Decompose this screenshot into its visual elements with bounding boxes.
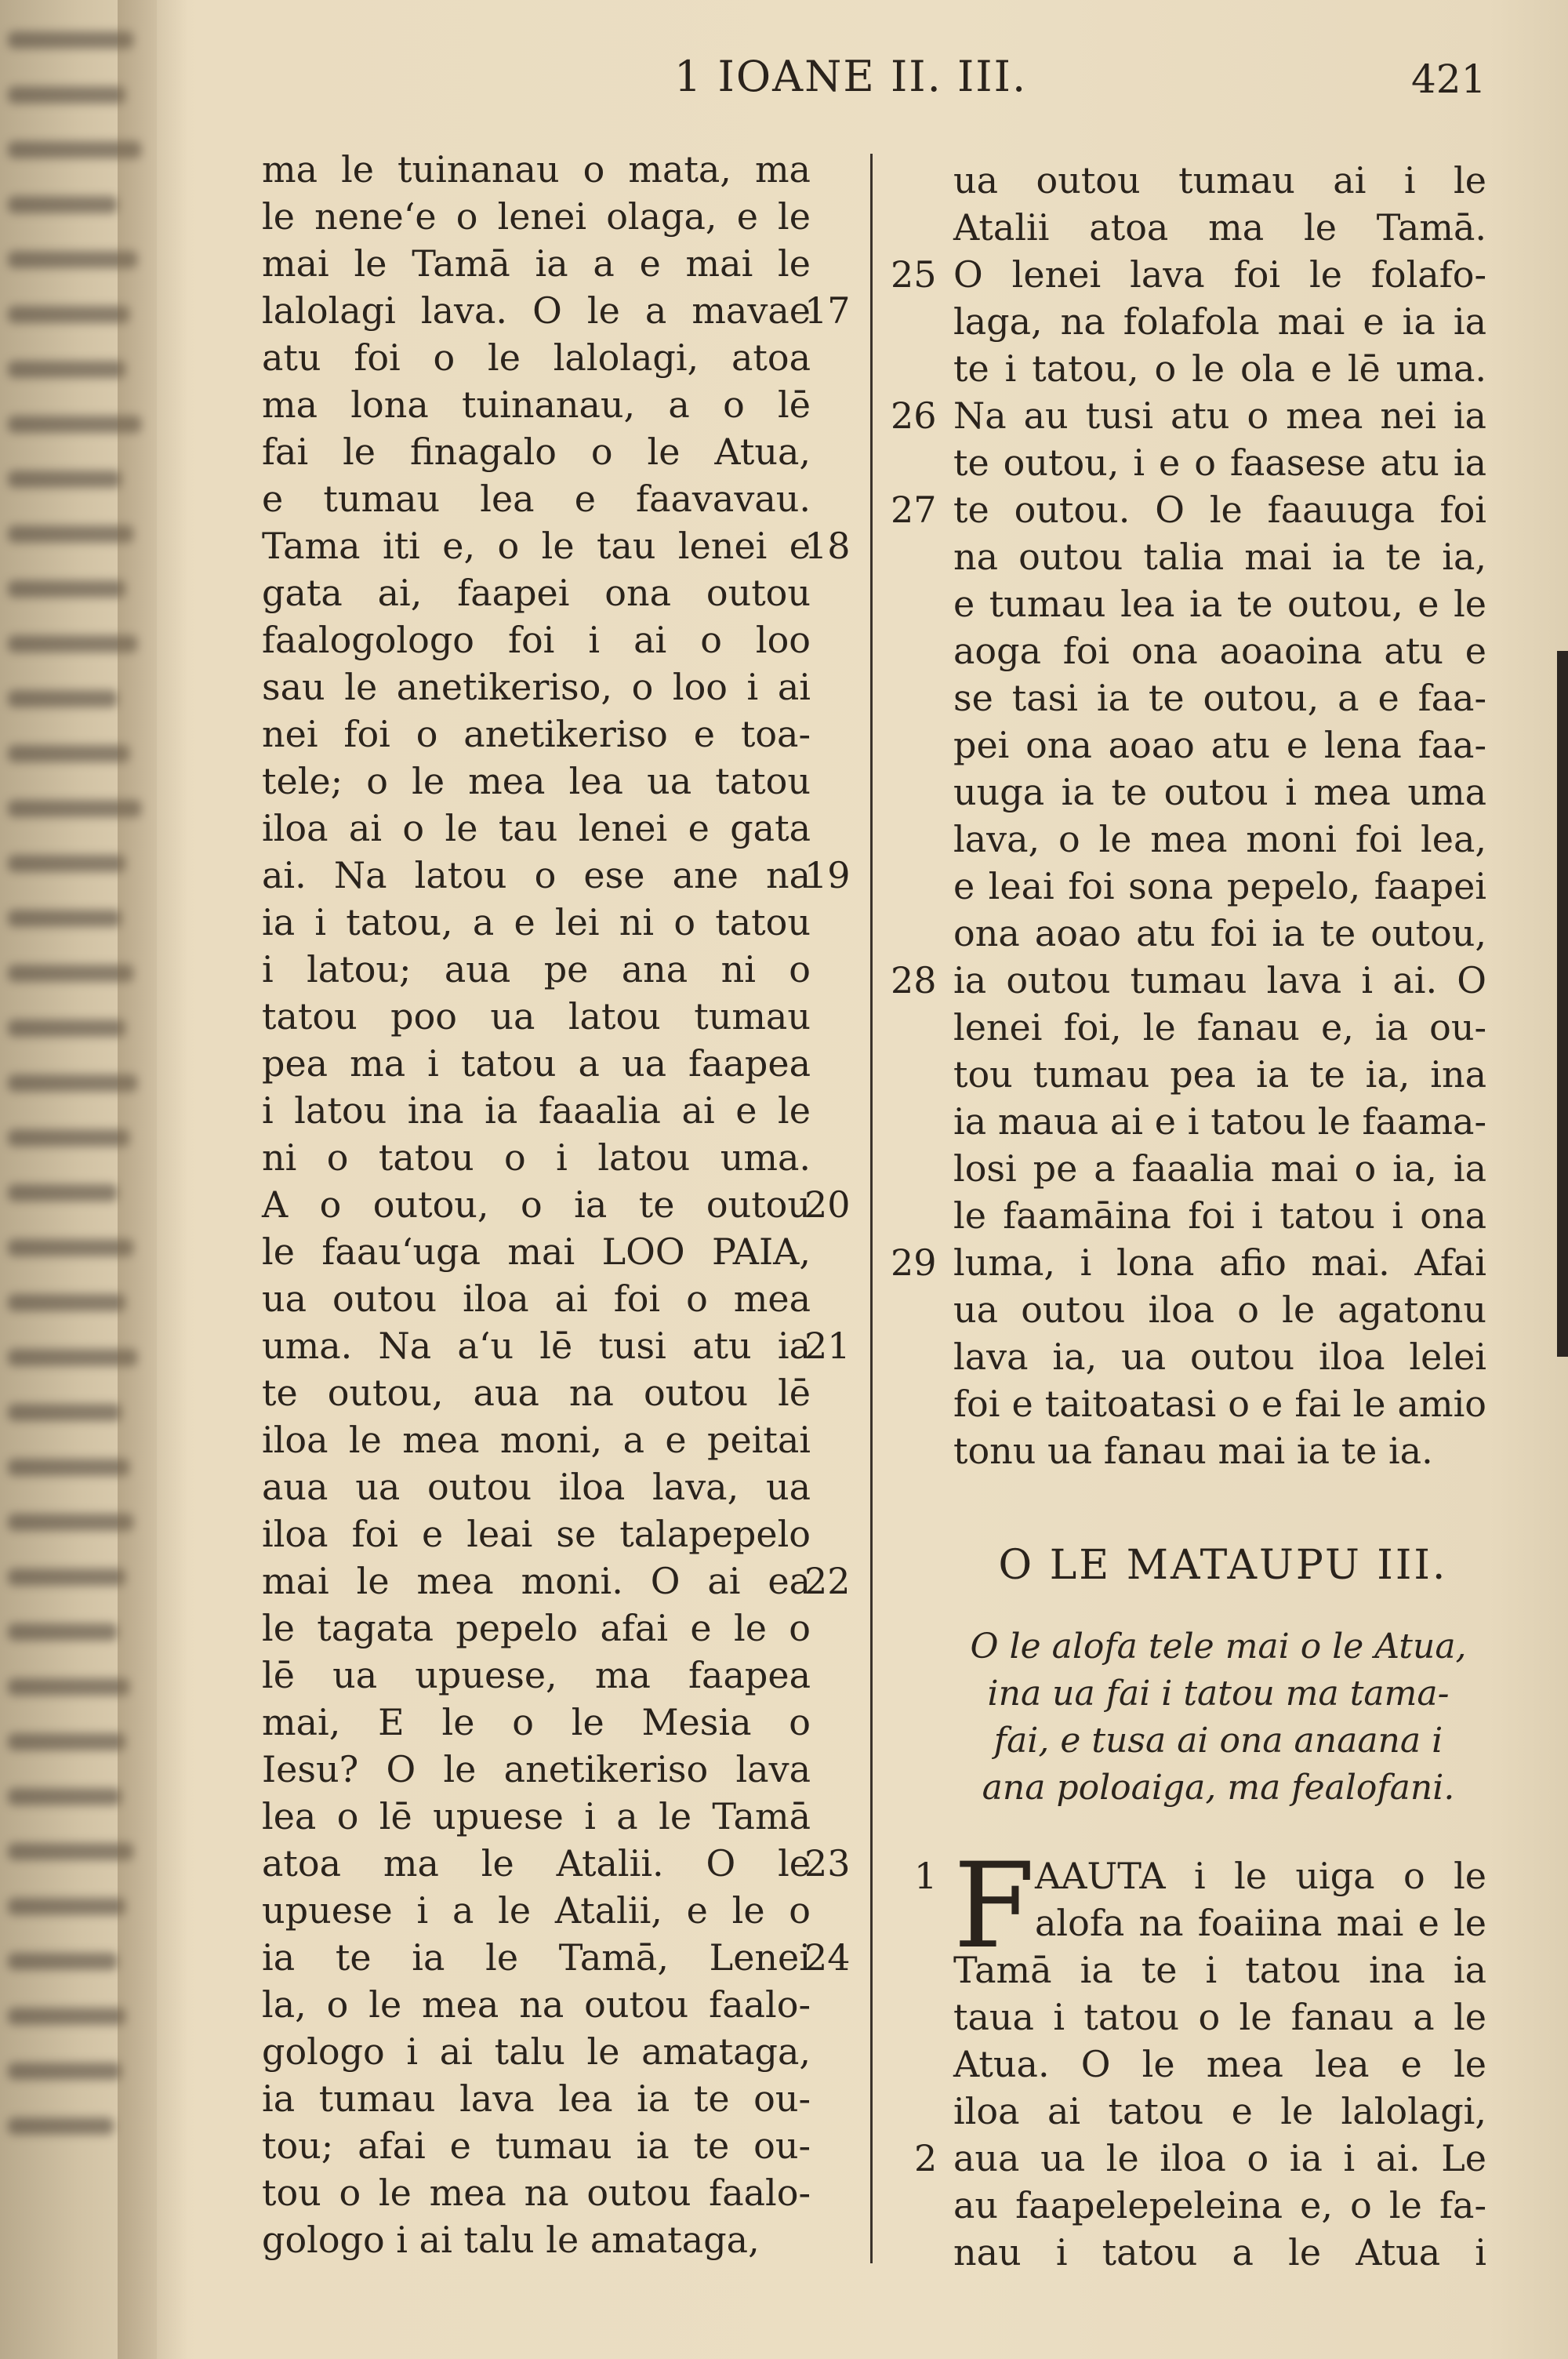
verse-number: 2 [914,2137,938,2179]
text-line: gologo i ai talu le amataga, [262,2030,811,2073]
verse-number: 17 [804,289,851,332]
verse-number: 25 [891,253,937,296]
text-line: gologo i ai talu le amataga, [262,2219,760,2261]
left-column [262,146,811,2263]
spine-shadow [118,0,188,2359]
text-line: lea o lē upuese i a le Tamā [262,1795,811,1837]
text-line: e tumau lea e faavavau. [262,478,811,520]
text-line: lenei foi, le fanau e, ia ou- [953,1006,1486,1049]
page-edge-marker [1557,651,1568,1357]
text-line: Tamā ia te i tatou ina ia [953,1949,1486,1991]
verse-number: 21 [804,1325,851,1367]
text-line: upuese i a le Atalii, e le o [262,1889,811,1932]
verse-number: 1 [914,1855,938,1897]
text-line: Atua. O le mea lea e le [953,2043,1486,2085]
text-line: nei foi o anetikeriso e toa- [262,713,811,755]
text-line: gata ai, faapei ona outou [262,572,811,614]
text-line: mai le Tamā ia a e mai le [262,242,811,285]
text-line: pei ona aoao atu e lena faa- [953,724,1486,766]
text-line: A o outou, o ia te outou [262,1183,811,1226]
text-line: atu foi o le lalolagi, atoa [262,336,811,379]
text-line: i latou ina ia faaalia ai e le [262,1089,811,1132]
text-line: ona aoao atu foi ia te outou, [953,912,1486,954]
text-line: ia te ia le Tamā, Lenei [262,1936,811,1979]
text-line: ia outou tumau lava i ai. O [953,959,1486,1001]
text-line: iloa le mea moni, a e peitai [262,1419,811,1461]
text-line: tou; afai e tumau ia te ou- [262,2125,811,2167]
chapter-title: O LE MATAUPU III. [998,1542,1448,1589]
text-line: fai le finagalo o le Atua, [262,431,811,473]
text-line: ia i tatou, a e lei ni o tatou [262,901,811,943]
text-line: lava, o le mea moni foi lea, [953,818,1486,860]
text-line: O lenei lava foi le folafo- [953,253,1486,296]
page-number: 421 [1411,56,1486,102]
text-line: nau i tatou a le Atua i [953,2231,1486,2274]
text-line: mai le mea moni. O ai ea [262,1560,811,1602]
text-line: sau le anetikeriso, o loo i ai [262,666,811,708]
text-line: le faamāina foi i tatou i ona [953,1194,1486,1237]
chapter3-text [953,1852,1486,2276]
text-line: lalolagi lava. O le a mavae [262,289,811,332]
text-line: alofa na foaiina mai e le [1035,1902,1486,1944]
text-line: tele; o le mea lea ua tatou [262,760,811,802]
verse-number: 19 [804,854,851,896]
text-line: tatou poo ua latou tumau [262,995,811,1038]
verse-number: 20 [804,1183,851,1226]
text-line: ni o tatou o i latou uma. [262,1136,811,1179]
text-line: ua outou iloa ai foi o mea [262,1278,811,1320]
text-line: iloa foi e leai se talapepelo [262,1513,811,1555]
column-divider [870,154,873,2263]
text-line: taua i tatou o le fanau a le [953,1996,1486,2038]
text-line: la, o le mea na outou faalo- [262,1983,811,2026]
verse-number: 18 [804,525,851,567]
summary-line: fai, e tusa ai ona anaana i [993,1721,1443,1761]
running-head: 1 IOANE II. III. [674,52,1028,101]
text-line: iloa ai tatou e le lalolagi, [953,2090,1486,2132]
right-column [953,157,1486,1474]
text-line: mai, E le o le Mesia o [262,1701,811,1743]
text-line: te i tatou, o le ola e lē uma. [953,347,1486,390]
text-line: Na au tusi atu o mea nei ia [953,394,1486,437]
verse-number: 22 [804,1560,851,1602]
text-line: foi e taitoatasi o e fai le amio [953,1383,1486,1425]
drop-cap: F [953,1838,1036,1975]
text-line: losi pe a faaalia mai o ia, ia [953,1147,1486,1190]
text-line: lē ua upuese, ma faapea [262,1654,811,1696]
text-line: luma, i lona afio mai. Afai [953,1241,1486,1284]
text-line: le nene‘e o lenei olaga, e le [262,195,811,238]
text-line: au faapelepeleina e, o le fa- [953,2184,1486,2226]
text-line: le faau‘uga mai LOO PAIA, [262,1230,811,1273]
summary-line: ina ua fai i tatou ma tama- [987,1674,1450,1714]
text-line: Tama iti e, o le tau lenei e [262,525,811,567]
verse-number: 29 [891,1241,937,1284]
text-line: ia tumau lava lea ia te ou- [262,2077,811,2120]
text-line: laga, na folafola mai e ia ia [953,300,1486,343]
text-line: iloa ai o le tau lenei e gata [262,807,811,849]
text-line: na outou talia mai ia te ia, [953,536,1486,578]
verse-number: 27 [891,489,937,531]
text-line: ai. Na latou o ese ane na [262,854,811,896]
text-line: te outou. O le faauuga foi [953,489,1486,531]
text-line: aua ua outou iloa lava, ua [262,1466,811,1508]
text-line: ua outou tumau ai i le [953,159,1486,202]
text-line: ma lona tuinanau, a o lē [262,383,811,426]
verse-number: 28 [891,959,937,1001]
text-line: te outou, i e o faasese atu ia [953,442,1486,484]
text-line: Iesu? O le anetikeriso lava [262,1748,811,1790]
summary-line: ana poloaiga, ma fealofani. [982,1768,1455,1808]
text-line: lava ia, ua outou iloa lelei [953,1336,1486,1378]
verse-number: 26 [891,394,937,437]
text-line: pea ma i tatou a ua faapea [262,1042,811,1085]
verse-number: 23 [804,1842,851,1885]
text-line: faalogologo foi i ai o loo [262,619,811,661]
text-line: aoga foi ona aoaoina atu e [953,630,1486,672]
text-line: ma le tuinanau o mata, ma [262,148,811,191]
text-line: tou o le mea na outou faalo- [262,2172,811,2214]
text-line: se tasi ia te outou, a e faa- [953,677,1486,719]
text-line: tonu ua fanau mai ia te ia. [953,1430,1433,1472]
text-line: aua ua le iloa o ia i ai. Le [953,2137,1486,2179]
text-line: tou tumau pea ia te ia, ina [953,1053,1486,1096]
text-line: e leai foi sona pepelo, faapei [953,865,1486,907]
chapter-summary [952,1623,1485,1812]
text-line: uma. Na a‘u lē tusi atu ia [262,1325,811,1367]
text-line: atoa ma le Atalii. O le [262,1842,811,1885]
text-line: e tumau lea ia te outou, e le [953,583,1486,625]
text-line: uuga ia te outou i mea uma [953,771,1486,813]
text-line: Atalii atoa ma le Tamā. [953,206,1486,249]
text-line: ua outou iloa o le agatonu [953,1289,1486,1331]
text-line: te outou, aua na outou lē [262,1372,811,1414]
text-line: AAUTA i le uiga o le [1035,1855,1486,1897]
text-line: ia maua ai e i tatou le faama- [953,1100,1486,1143]
text-line: le tagata pepelo afai e le o [262,1607,811,1649]
text-line: i latou; aua pe ana ni o [262,948,811,990]
verse-number: 24 [804,1936,851,1979]
summary-line: O le alofa tele mai o le Atua, [970,1627,1467,1667]
